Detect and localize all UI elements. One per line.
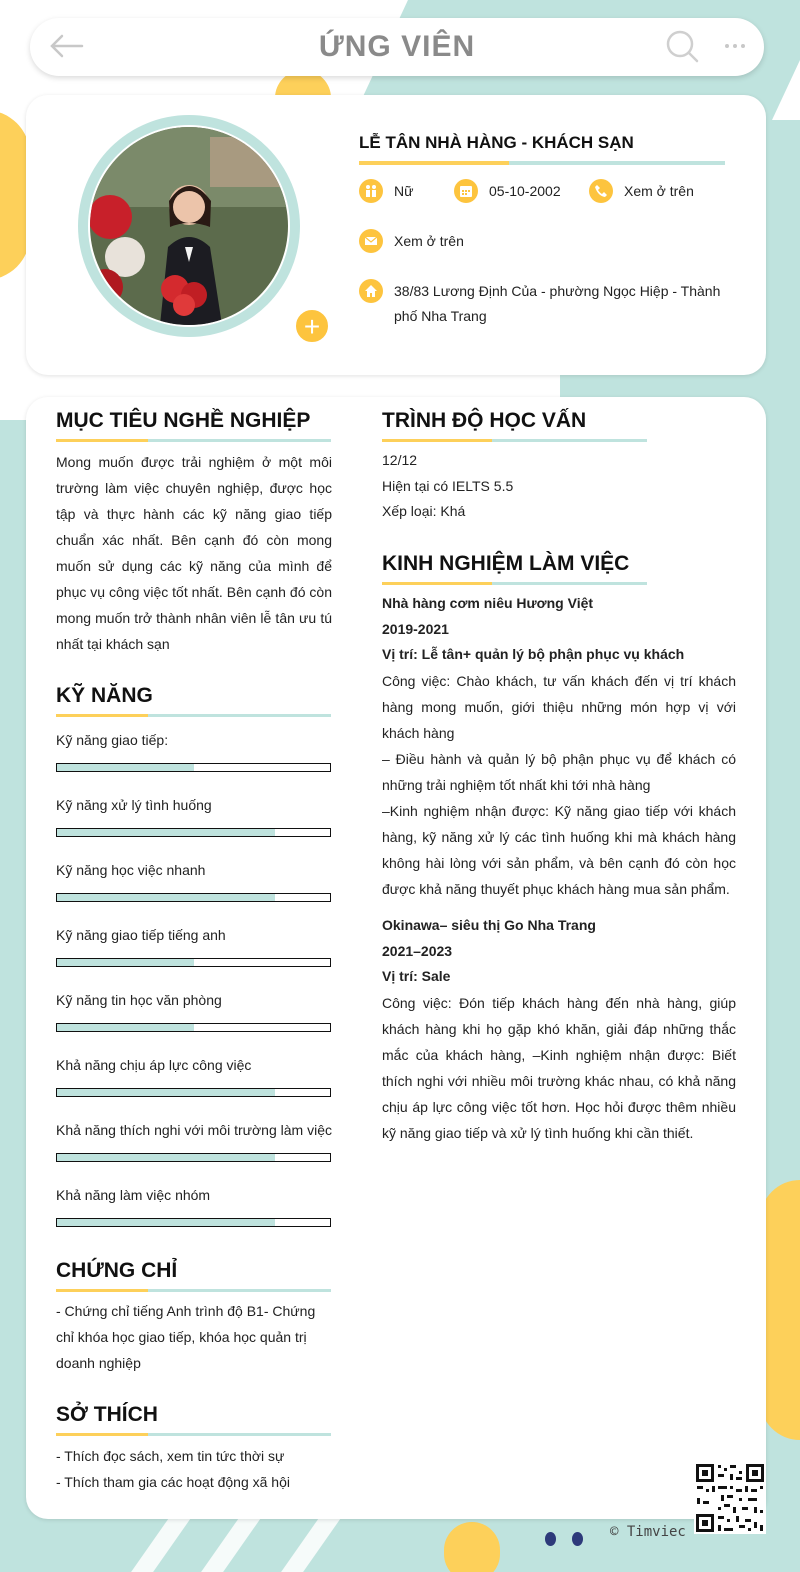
skill-label: Khả năng thích nghi với môi trường làm việc <box>56 1122 332 1138</box>
education-line: Xếp loại: Khá <box>382 503 466 519</box>
gender-value: Nữ <box>394 183 414 199</box>
page-dot[interactable] <box>545 1532 556 1546</box>
skill-level-bar <box>56 1153 331 1162</box>
job-description: Công việc: Đón tiếp khách hàng đến nhà hàng, giúp khách hàng khi họ gặp khó khăn, giải đáp những thắc mắc của khách hàng, –Kinh nghiệm nhận được: Biết thích nghi với nhiều môi trường khác nhau, có khả năng chịu áp lực công việc tốt hơn. Học hỏi được thêm nhiều kỹ năng giao tiếp và xử lý tình huống khi cần thiết. <box>382 994 736 1141</box>
skill-level-bar <box>56 1088 331 1097</box>
skill-label: Khả năng làm việc nhóm <box>56 1187 211 1203</box>
email-icon <box>359 229 383 253</box>
home-icon <box>359 279 383 303</box>
experience-job <box>382 913 736 1146</box>
job-position: Vị trí: Lễ tân+ quản lý bộ phận phục vụ khách <box>382 646 685 662</box>
hobby-item: - Thích đọc sách, xem tin tức thời sự <box>56 1448 285 1464</box>
page-indicator <box>545 1532 599 1551</box>
skill-label: Kỹ năng giao tiếp: <box>56 732 169 748</box>
education-divider <box>382 439 647 442</box>
certificates-divider <box>56 1289 331 1292</box>
skill-level-fill <box>57 1024 194 1031</box>
skills-divider <box>56 714 331 717</box>
skill-label: Khả năng chịu áp lực công việc <box>56 1057 252 1073</box>
job-title: LỄ TÂN NHÀ HÀNG - KHÁCH SẠN <box>359 133 634 152</box>
objective-divider <box>56 439 331 442</box>
phone-info <box>589 179 694 204</box>
address-info <box>359 279 734 329</box>
objective-text: Mong muốn được trải nghiệm ở một môi trường làm việc chuyên nghiệp, được học tập và thực hành các kỹ năng giao tiếp chuẩn xác nhất. Bên cạnh đó còn mong muốn sử dụng các kỹ năng của mình để phục vụ công việc tốt nhất. Bên cạnh đó còn mong muốn trở thành nhân viên lễ tân ưu tú nhất tại khách sạn <box>56 454 332 652</box>
skill-level-fill <box>57 959 194 966</box>
qr-code-icon <box>694 1462 766 1534</box>
calendar-icon <box>454 179 478 203</box>
avatar <box>78 115 321 342</box>
certificates-heading: CHỨNG CHỈ <box>56 1259 178 1282</box>
birthdate-info <box>454 179 561 204</box>
job-period: 2019-2021 <box>382 620 449 637</box>
hobbies-list <box>56 1443 332 1495</box>
page-dot[interactable] <box>572 1532 583 1546</box>
education-lines <box>382 448 736 525</box>
skill-level-bar <box>56 1023 331 1032</box>
copyright: © Timviec <box>610 1524 686 1540</box>
job-detail: – Điều hành và quản lý bộ phận phục vụ để khách có những trải nghiệm tốt nhất khi tới nhà hàng <box>382 750 736 793</box>
skill-level-fill <box>57 1219 275 1226</box>
job-company: Okinawa– siêu thị Go Nha Trang <box>382 917 596 933</box>
email-info <box>359 229 464 254</box>
experience-job <box>382 591 736 902</box>
skill-label: Kỹ năng giao tiếp tiếng anh <box>56 927 226 943</box>
top-bar <box>30 18 764 76</box>
experience-divider <box>382 582 647 585</box>
education-line: 12/12 <box>382 452 418 468</box>
job-period: 2021–2023 <box>382 942 453 959</box>
skill-level-bar <box>56 763 331 772</box>
skill-level-fill <box>57 1089 275 1096</box>
skills-heading: KỸ NĂNG <box>56 684 153 707</box>
education-line: Hiện tại có IELTS 5.5 <box>382 477 514 494</box>
skill-label: Kỹ năng tin học văn phòng <box>56 992 222 1008</box>
skill-level-bar <box>56 1218 331 1227</box>
resume-body-card <box>26 397 766 1519</box>
hobby-item: - Thích tham gia các hoạt động xã hội <box>56 1474 290 1490</box>
skill-level-fill <box>57 829 275 836</box>
more-options-icon[interactable] <box>724 38 746 54</box>
gender-info <box>359 179 413 204</box>
profile-header-card <box>26 95 766 375</box>
phone-value: Xem ở trên <box>624 183 694 199</box>
add-photo-button[interactable]: + <box>294 308 330 344</box>
gender-icon <box>359 179 383 203</box>
skill-label: Kỹ năng học việc nhanh <box>56 862 206 878</box>
email-value: Xem ở trên <box>394 233 464 249</box>
education-heading: TRÌNH ĐỘ HỌC VẤN <box>382 409 587 432</box>
birthdate-value: 05-10-2002 <box>489 183 561 199</box>
search-icon[interactable] <box>666 30 700 64</box>
page-title: ỨNG VIÊN <box>318 30 476 63</box>
skill-label: Kỹ năng xử lý tình huống <box>56 797 212 813</box>
skill-level-bar <box>56 958 331 967</box>
title-divider <box>359 161 725 165</box>
skill-level-bar <box>56 828 331 837</box>
hobbies-heading: SỞ THÍCH <box>56 1403 158 1426</box>
job-detail: –Kinh nghiệm nhận được: Kỹ năng giao tiếp với khách hàng, kỹ năng xử lý các tình huống khi mà khách hàng không hài lòng với sản phẩm, và bên cạnh đó còn học được khả năng thuyết phục khách hàng mua sản phẩm. <box>382 802 736 897</box>
address-value: 38/83 Lương Định Của - phường Ngọc Hiệp - Thành phố Nha Trang <box>394 283 721 324</box>
profile-photo <box>90 127 288 325</box>
skill-level-fill <box>57 764 194 771</box>
skill-level-fill <box>57 1154 275 1161</box>
experience-heading: KINH NGHIỆM LÀM VIỆC <box>382 552 630 575</box>
job-description: Công việc: Chào khách, tư vấn khách đến vị trí khách hàng mong muốn, giới thiệu những món hợp vị với khách hàng <box>382 672 736 741</box>
skill-level-fill <box>57 894 275 901</box>
job-position: Vị trí: Sale <box>382 968 451 984</box>
phone-icon <box>589 179 613 203</box>
certificates-text: - Chứng chỉ tiếng Anh trình độ B1- Chứng chỉ khóa học giao tiếp, khóa học quản trị doanh nghiệp <box>56 1303 316 1371</box>
objective-heading: MỤC TIÊU NGHỀ NGHIỆP <box>56 409 311 432</box>
hobbies-divider <box>56 1433 331 1436</box>
job-company: Nhà hàng cơm niêu Hương Việt <box>382 595 594 611</box>
skill-level-bar <box>56 893 331 902</box>
back-arrow-icon[interactable] <box>48 32 84 60</box>
